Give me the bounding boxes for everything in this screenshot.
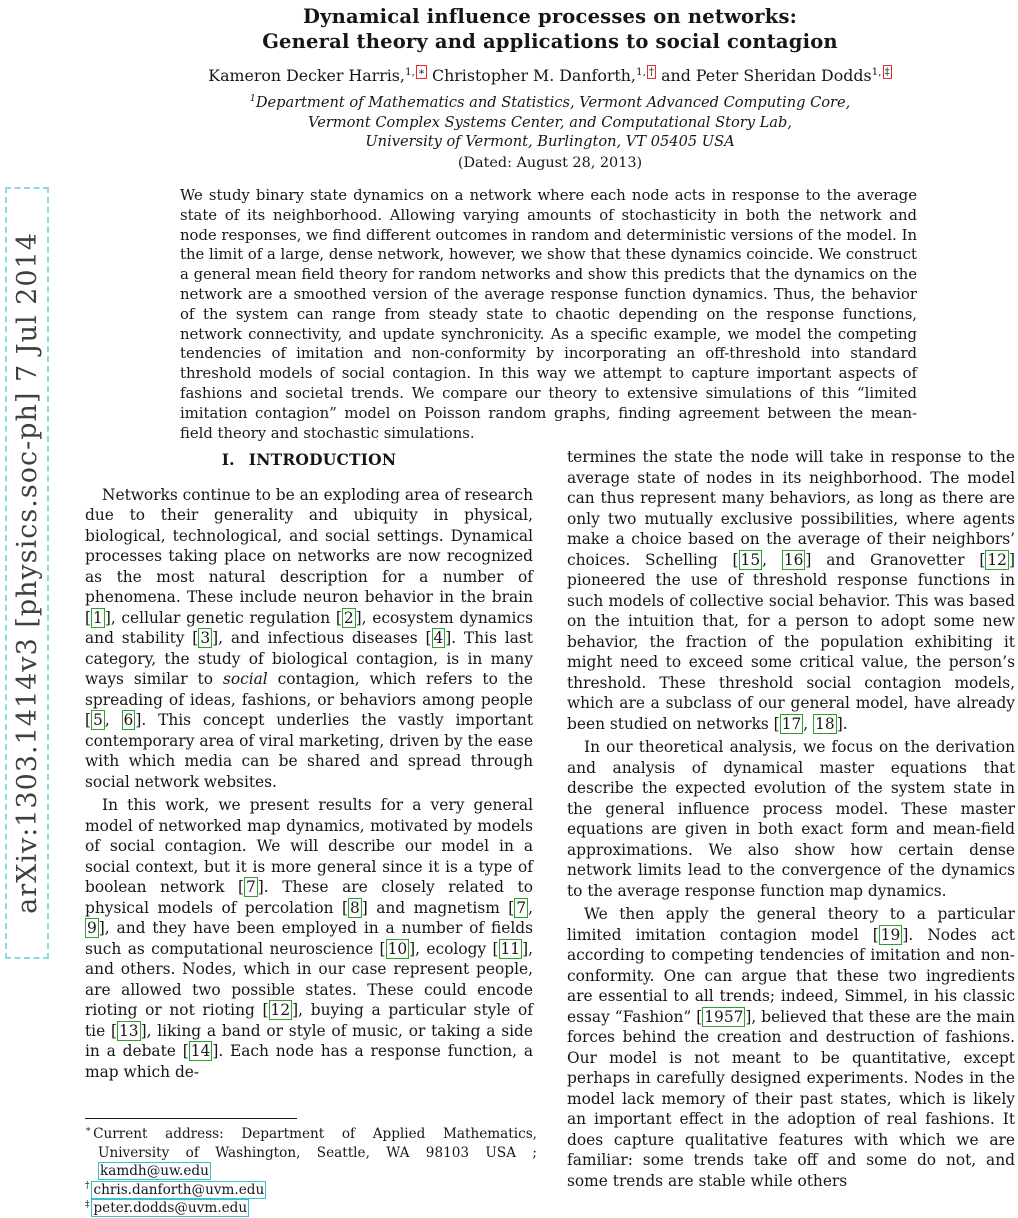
left-column [85,447,533,1082]
affiliation-line: Vermont Complex Systems Center, and Computational Story Lab, [308,113,792,131]
arxiv-stamp[interactable] [5,187,49,959]
citation-link[interactable]: 15 [740,550,761,569]
title-line-2: General theory and applications to social contagion [262,30,838,53]
author-affiliation-sup: 1, ‡ [871,65,890,78]
footnote-rule [85,1118,297,1119]
author-name: Kameron Decker Harris, [208,66,405,85]
footnote-list [85,1125,537,1218]
citation-link[interactable]: 7 [245,878,256,896]
citation-link[interactable]: 1 [93,608,103,627]
author-name: Christopher M. Danforth, [431,66,636,85]
abstract-text: We study binary state dynamics on a network where each node acts in response to the average state of its neighborhood. Allowing varying amounts of stochasticity in both the network and node responses, we find different outcomes in random and deterministic versions of the model. In the limit of a large, dense network, however, we show that these dynamics coincide. We construct a general mean field theory for random networks and show this predicts that the dynamics on the network are a smoothed version of the average response function dynamics. Thus, the behavior of the system can range from steady state to chaotic depending on the response functions, network connectivity, and update synchronicity. As a specific example, we model the competing tendencies of imitation and non-conformity by incorporating an off-threshold into standard threshold models of social contagion. In this way we attempt to capture important aspects of fashions and societal trends. We compare our theory to extensive simulations of this “limited imitation contagion” model on Poisson random graphs, finding agreement between the mean-field theory and stochastic simulations. [180,187,917,442]
footnote [85,1181,537,1200]
citation-link[interactable]: 8 [349,898,360,917]
affiliation-sup: 1 [249,93,256,105]
section-title: INTRODUCTION [248,450,397,469]
paragraph: Networks continue to be an exploding area of research due to their generality and ubiquity in physical, biological, technological, and social settings. Dynamical processes taking place on networks are now recognized as the most natural description for a number of phenomena. These include neuron behavior in the brain [ 1 ], cellular genetic regulation [ 2 ], ecosystem dynamics and stability [ 3 ], and infectious diseases [ 4 ]. This last category, the study of biological contagion, is in many ways similar to social contagion, which refers to the spreading of ideas, fashions, or behaviors among people [ 5 , 6 ]. This concept underlies the vastly important contemporary area of viral marketing, driven by the ease with which media can be shared and spread through social network websites. [85,485,533,791]
citation-link[interactable]: 14 [190,1042,211,1060]
citation-link[interactable]: 19 [880,925,901,944]
citation-link[interactable]: 5 [93,711,103,729]
citation-link[interactable]: 2 [343,608,354,627]
citation-link[interactable]: 16 [783,550,804,569]
author-name: Peter Sheridan Dodds [695,66,872,85]
right-column [567,447,1015,1191]
citation-link[interactable]: 10 [387,939,408,958]
citation-link[interactable]: 11 [500,939,521,958]
paper-header [85,4,1015,171]
citation-link[interactable]: 4 [433,629,444,647]
paragraph: termines the state the node will take in response to the average state of nodes in its neighborhood. The model can thus represent many behaviors, as long as there are only two mutually exclusive possibilities, where agents make a choice based on the average of their neighbors’ choices. Schelling [ 15 , 16 ] and Granovetter [ 12 ] pioneered the use of threshold response functions in such models of collective social behavior. This was based on the intuition that, for a person to adopt some new behavior, the fraction of the population exhibiting it might need to exceed some critical value, the person’s threshold. These threshold social contagion models, which are a subclass of our general model, have already been studied on networks [ 17 , 18 ]. [567,448,1015,733]
affiliation-line: University of Vermont, Burlington, VT 05405 USA [365,133,735,150]
citation-link[interactable]: 3 [200,629,211,647]
arxiv-stamp-text: arXiv:1303.1414v3 [physics.soc-ph] 7 Jul 2014 [11,232,43,914]
affiliation [85,93,1015,152]
citation-link[interactable]: 12 [987,550,1007,569]
affiliation-line: $^1$Department of Mathematics and Statistics, Vermont Advanced Computing Core, [249,93,851,111]
citation-link[interactable]: 12 [270,1001,291,1019]
citation-link[interactable]: 17 [781,714,802,733]
left-column-text [85,485,533,1083]
section-heading [85,450,533,471]
footnote-marker: ∗ [85,1125,92,1136]
footnote-mark-link[interactable]: ∗ [417,65,425,78]
footnote-mark-link[interactable]: † [648,65,655,78]
footnote [85,1199,537,1218]
citation-link[interactable]: 13 [119,1021,139,1040]
author-line: Kameron Decker Harris,$^{1, ∗}$ Christopher M. Danforth,$^{1, \dagger}$ and Peter Sheridan Dodds$^{1, \ddagger}$ [208,65,890,85]
paragraph: We then apply the general theory to a particular limited imitation contagion model [ 19 ]. Nodes act according to competing tendencies of imitation and non-conformity. One can argue that these two ingredients are essential to all trends; indeed, Simmel, in his classic essay “Fashion” [ 1957 ], believed that these are the main forces behind the creation and destruction of fashions. Our model is not meant to be quantitative, except perhaps in carefully designed experiments. Nodes in the model lack memory of their past states, which is likely an important effect in the adoption of real fashions. It does capture qualitative features with which we are familiar: some trends take off and some do not, and some trends are stable while others [567,905,1015,1190]
citation-link[interactable]: 6 [123,711,134,729]
title-line-1: Dynamical influence processes on networks: [302,5,798,28]
citation-link[interactable]: 9 [87,919,97,937]
footnote-mark-link[interactable]: ‡ [884,65,890,78]
abstract [180,186,917,443]
author-affiliation-sup: 1, † [635,65,655,78]
footnote: ∗ Current address: Department of Applied Mathematics, University of Washington, Seattle, WA 98103 USA ; kamdh@uw.edu [85,1125,537,1180]
paragraph: In this work, we present results for a very general model of networked map dynamics, motivated by models of social contagion. We will describe our model in a social context, but it is more general since it is a type of boolean network [ 7 ]. These are closely related to physical models of percolation [ 8 ] and magnetism [ 7 , 9 ], and they have been employed in a number of fields such as computational neuroscience [ 10 ], ecology [ 11 ], and others. Nodes, which in our case represent people, are allowed two possible states. These could encode rioting or not rioting [ 12 ], buying a particular style of tie [ 13 ], liking a band or style of music, or taking a side in a debate [ 14 ]. Each node has a response function, a map which de- [85,796,533,1081]
author-affiliation-sup: 1, ∗ [404,65,425,78]
citation-link[interactable]: 18 [815,714,835,733]
email-link[interactable]: peter.dodds@uvm.edu [93,1200,248,1217]
citation-link[interactable]: 1957 [704,1007,744,1026]
citation-link[interactable]: 7 [516,898,527,917]
email-link[interactable]: chris.danforth@uvm.edu [93,1181,265,1198]
email-link[interactable]: kamdh@uw.edu [100,1163,209,1180]
date-line: (Dated: August 28, 2013) [457,154,643,171]
section-number: I. [221,450,235,469]
footnotes [85,1118,537,1218]
footnote-marker: ‡ [85,1199,90,1210]
paragraph: In our theoretical analysis, we focus on the derivation and analysis of dynamical master equations that describe the expected evolution of the system state in the general influence process model. These master equations are given in both exact form and mean-field approximations. We also show how certain dense network limits lead to the convergence of the dynamics to the average response function map dynamics. [567,738,1015,900]
footnote-marker: † [85,1181,90,1192]
paper-title [85,4,1015,54]
